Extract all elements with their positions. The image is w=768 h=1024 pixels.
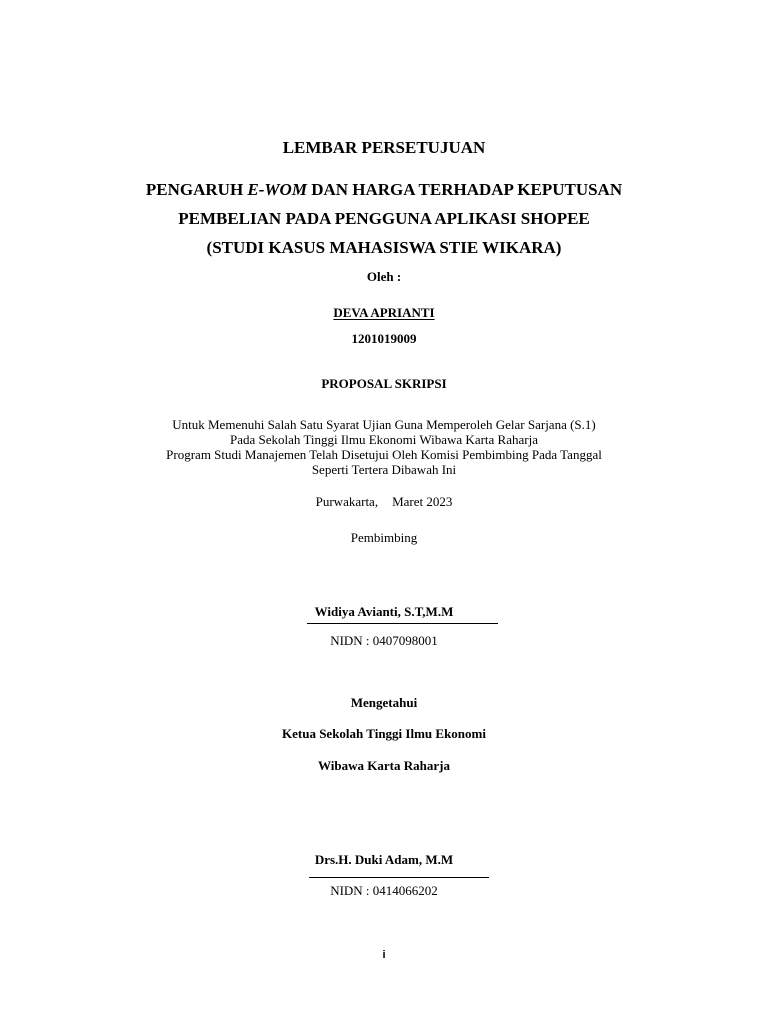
head-name: Drs.H. Duki Adam, M.M <box>314 852 454 867</box>
advisor-signature-rule <box>307 623 498 624</box>
advisor-label: Pembimbing <box>350 530 418 545</box>
thesis-title-line-1-italic: E-WOM <box>247 180 307 199</box>
page-number: i <box>382 949 386 961</box>
acknowledge-label: Mengetahui <box>350 695 418 710</box>
author-name <box>0 305 768 321</box>
head-title-line-1: Ketua Sekolah Tinggi Ilmu Ekonomi <box>282 726 486 741</box>
advisor-nidn: NIDN : 0407098001 <box>330 633 438 648</box>
place: Purwakarta, <box>315 494 379 509</box>
date: Maret 2023 <box>392 494 453 509</box>
by-label: Oleh : <box>366 269 402 284</box>
author-id: 1201019009 <box>351 331 417 346</box>
author-name-text: DEVA APRIANTI <box>333 305 435 320</box>
page-heading: LEMBAR PERSETUJUAN <box>282 138 486 157</box>
purpose-line-2: Pada Sekolah Tinggi Ilmu Ekonomi Wibawa Karta Raharja <box>230 432 538 447</box>
thesis-title-line-1-prefix: PENGARUH <box>145 180 248 199</box>
thesis-title-line-3: (STUDI KASUS MAHASISWA STIE WIKARA) <box>206 238 562 257</box>
head-title-line-2: Wibawa Karta Raharja <box>318 758 450 773</box>
purpose-line-3: Program Studi Manajemen Telah Disetujui Oleh Komisi Pembimbing Pada Tanggal <box>166 447 602 462</box>
thesis-title-line-2: PEMBELIAN PADA PENGGUNA APLIKASI SHOPEE <box>178 209 590 228</box>
purpose-line-4: Seperti Tertera Dibawah Ini <box>311 462 457 477</box>
thesis-title-line-1-suffix: DAN HARGA TERHADAP KEPUTUSAN <box>306 180 623 199</box>
advisor-name: Widiya Avianti, S.T,M.M <box>314 604 454 619</box>
document-type: PROPOSAL SKRIPSI <box>321 376 447 391</box>
thesis-title-line-1 <box>0 180 768 200</box>
place-date <box>0 494 768 510</box>
head-signature-rule <box>309 877 489 878</box>
head-nidn: NIDN : 0414066202 <box>330 883 438 898</box>
purpose-line-1: Untuk Memenuhi Salah Satu Syarat Ujian Guna Memperoleh Gelar Sarjana (S.1) <box>172 417 596 432</box>
